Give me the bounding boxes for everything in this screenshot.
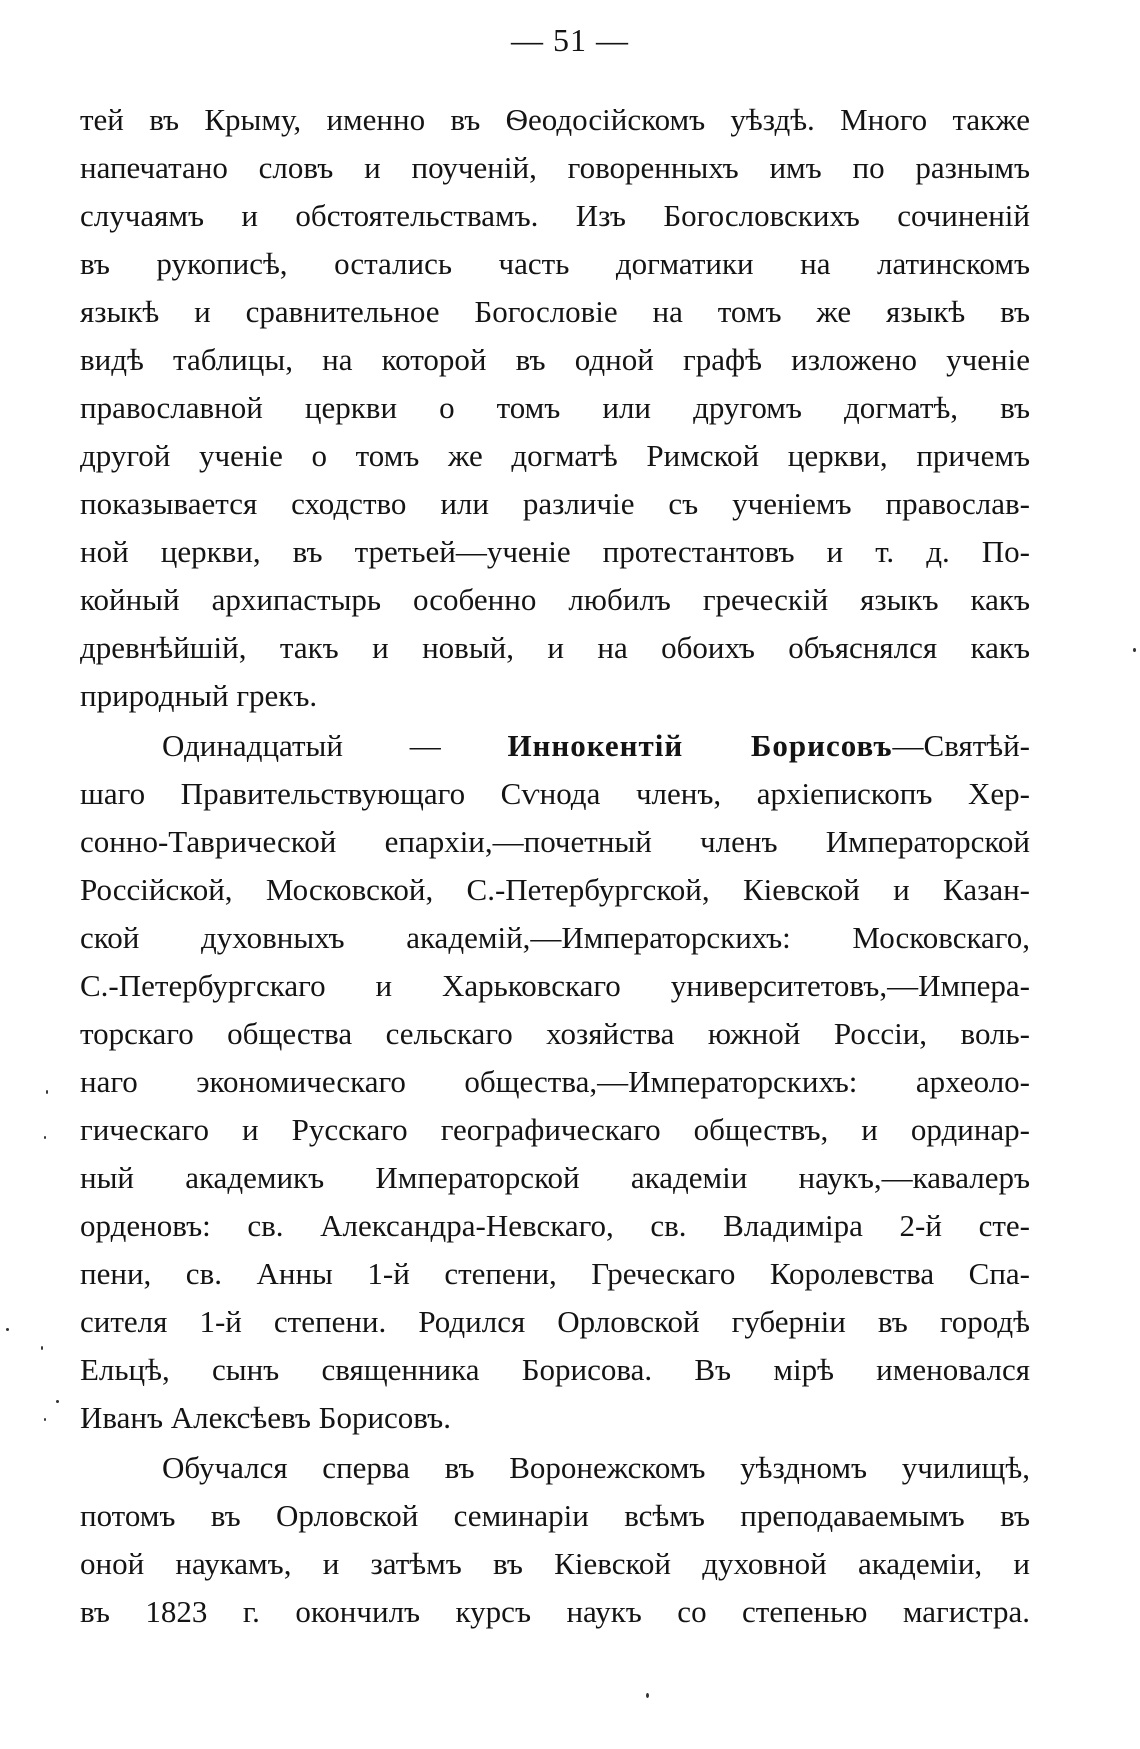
text-line: другой ученіе о томъ же догматѣ Римской церкви, причемъ <box>80 438 1030 473</box>
text-line: Ельцѣ, сынъ священника Борисова. Въ мірѣ именовался <box>80 1352 1030 1387</box>
paragraph-1 <box>80 96 1030 720</box>
text-segment: Одинадцатый — <box>162 728 508 763</box>
text-line: койный архипастырь особенно любилъ греческій языкъ какъ <box>80 582 1030 617</box>
text-line: Россійской, Московской, С.-Петербургской, Кіевской и Казан- <box>80 872 1030 907</box>
text-line: языкѣ и сравнительное Богословіе на томъ же языкѣ въ <box>80 294 1030 329</box>
text-line: Иванъ Алексѣевъ Борисовъ. <box>80 1400 451 1435</box>
scan-speck <box>1133 648 1136 652</box>
text-line: орденовъ: св. Александра-Невскаго, св. Владиміра 2-й сте- <box>80 1208 1030 1243</box>
scan-speck <box>6 1328 9 1331</box>
scan-speck <box>41 1346 43 1350</box>
text-line: православной церкви о томъ или другомъ догматѣ, въ <box>80 390 1030 425</box>
text-line: Обучался сперва въ Воронежскомъ уѣздномъ училищѣ, <box>162 1450 1030 1485</box>
scan-speck <box>44 1136 46 1139</box>
paragraph-3 <box>80 1444 1030 1636</box>
text-line: показывается сходство или различіе съ ученіемъ православ- <box>80 486 1030 521</box>
text-line <box>80 722 1030 770</box>
scan-speck <box>44 1418 46 1421</box>
text-line: оной наукамъ, и затѣмъ въ Кіевской духовной академіи, и <box>80 1546 1030 1581</box>
text-line: наго экономическаго общества,—Императорскихъ: археоло- <box>80 1064 1030 1099</box>
person-name: Иннокентій Борисовъ <box>507 728 893 763</box>
scan-speck <box>646 1693 649 1698</box>
scan-speck <box>56 1400 59 1403</box>
text-line: гическаго и Русскаго географическаго обществъ, и ординар- <box>80 1112 1030 1147</box>
text-line: древнѣйшій, такъ и новый, и на обоихъ объяснялся какъ <box>80 630 1030 665</box>
text-line: природный грекъ. <box>80 678 318 713</box>
text-line: видѣ таблицы, на которой въ одной графѣ изложено ученіе <box>80 342 1030 377</box>
page-body <box>80 96 1030 1636</box>
text-line: въ 1823 г. окончилъ курсъ наукъ со степенью магистра. <box>80 1594 1030 1629</box>
text-line: ской духовныхъ академій,—Императорскихъ: Московскаго, <box>80 920 1030 955</box>
text-segment: —Святѣй- <box>892 728 1031 763</box>
text-line: напечатано словъ и поученій, говоренныхъ имъ по разнымъ <box>80 150 1030 185</box>
text-line: торскаго общества сельскаго хозяйства южной Россіи, воль- <box>80 1016 1030 1051</box>
text-line: пени, св. Анны 1-й степени, Греческаго Королевства Спа- <box>80 1256 1030 1291</box>
text-line: въ рукописѣ, остались часть догматики на латинскомъ <box>80 246 1030 281</box>
text-line: случаямъ и обстоятельствамъ. Изъ Богословскихъ сочиненій <box>80 198 1030 233</box>
text-line: ный академикъ Императорской академіи наукъ,—кавалеръ <box>80 1160 1030 1195</box>
text-line: С.-Петербургскаго и Харьковскаго университетовъ,—Импера- <box>80 968 1030 1003</box>
text-line: шаго Правительствующаго Сѵнода членъ, архіепископъ Хер- <box>80 776 1030 811</box>
text-line: потомъ въ Орловской семинаріи всѣмъ преподаваемымъ въ <box>80 1498 1030 1533</box>
text-line: сителя 1-й степени. Родился Орловской губерніи въ городѣ <box>80 1304 1030 1339</box>
text-line: тей въ Крыму, именно въ Ѳеодосійскомъ уѣздѣ. Много также <box>80 102 1030 137</box>
scan-speck <box>46 1090 48 1094</box>
page-number: — 51 — <box>511 22 629 58</box>
paragraph-2 <box>80 722 1030 1442</box>
text-line: сонно-Таврической епархіи,—почетный членъ Императорской <box>80 824 1030 859</box>
text-line: ной церкви, въ третьей—ученіе протестантовъ и т. д. По- <box>80 534 1030 569</box>
